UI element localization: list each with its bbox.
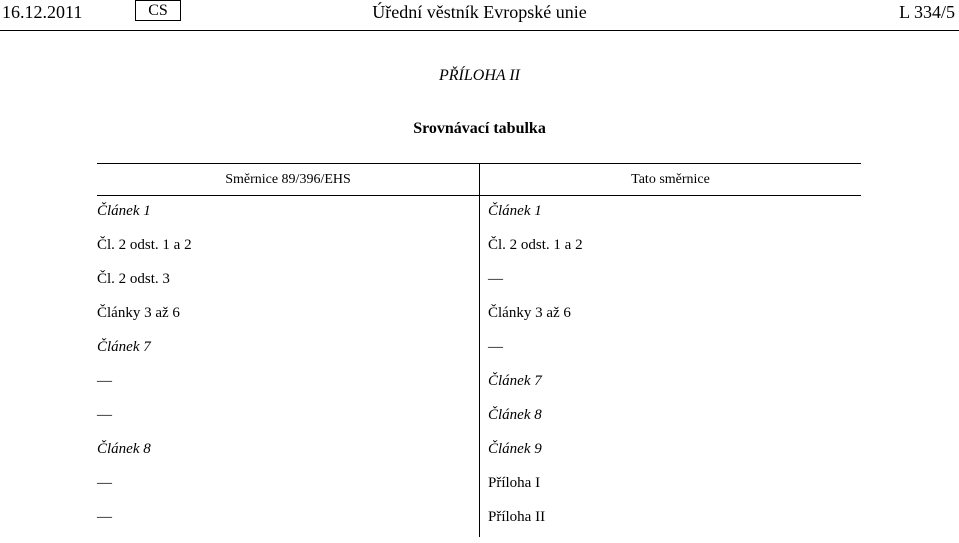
cell-right: Článek 9 <box>488 441 542 457</box>
table-row <box>97 237 861 271</box>
header-divider <box>0 30 959 31</box>
cell-left: Článek 1 <box>97 203 151 219</box>
cell-left: Článek 7 <box>97 339 151 355</box>
table-row <box>97 475 861 509</box>
cell-right: Články 3 až 6 <box>488 305 571 321</box>
table-row <box>97 509 861 543</box>
cell-left: Čl. 2 odst. 1 a 2 <box>97 237 192 253</box>
table-row <box>97 203 861 237</box>
cell-right: Článek 8 <box>488 407 542 423</box>
table-body <box>97 203 861 543</box>
cell-left: — <box>97 407 112 423</box>
table-row <box>97 373 861 407</box>
cell-right: — <box>488 271 503 287</box>
cell-left: — <box>97 509 112 525</box>
cell-left: Čl. 2 odst. 3 <box>97 271 170 287</box>
cell-right: Příloha I <box>488 475 541 491</box>
journal-title: Úřední věstník Evropské unie <box>372 2 587 22</box>
cell-left: — <box>97 475 112 491</box>
cell-right: Článek 7 <box>488 373 542 389</box>
column-header-this-directive: Tato směrnice <box>631 172 710 187</box>
table-row <box>97 441 861 475</box>
cell-left: Článek 8 <box>97 441 151 457</box>
correlation-table <box>97 163 861 537</box>
table-title: Srovnávací tabulka <box>413 120 546 137</box>
cell-left: — <box>97 373 112 389</box>
cell-left: Články 3 až 6 <box>97 305 180 321</box>
cell-right: Čl. 2 odst. 1 a 2 <box>488 237 583 253</box>
table-row <box>97 271 861 305</box>
page-reference: L 334/5 <box>899 2 955 22</box>
column-header-directive-89-396: Směrnice 89/396/EHS <box>225 172 351 187</box>
language-badge: CS <box>135 0 181 21</box>
table-row <box>97 339 861 373</box>
page-header <box>0 0 959 34</box>
annex-heading: PŘÍLOHA II <box>438 67 521 84</box>
header-date: 16.12.2011 <box>2 2 83 22</box>
table-row <box>97 305 861 339</box>
cell-right: Článek 1 <box>488 203 542 219</box>
table-row <box>97 407 861 441</box>
cell-right: — <box>488 339 503 355</box>
cell-right: Příloha II <box>488 509 546 525</box>
